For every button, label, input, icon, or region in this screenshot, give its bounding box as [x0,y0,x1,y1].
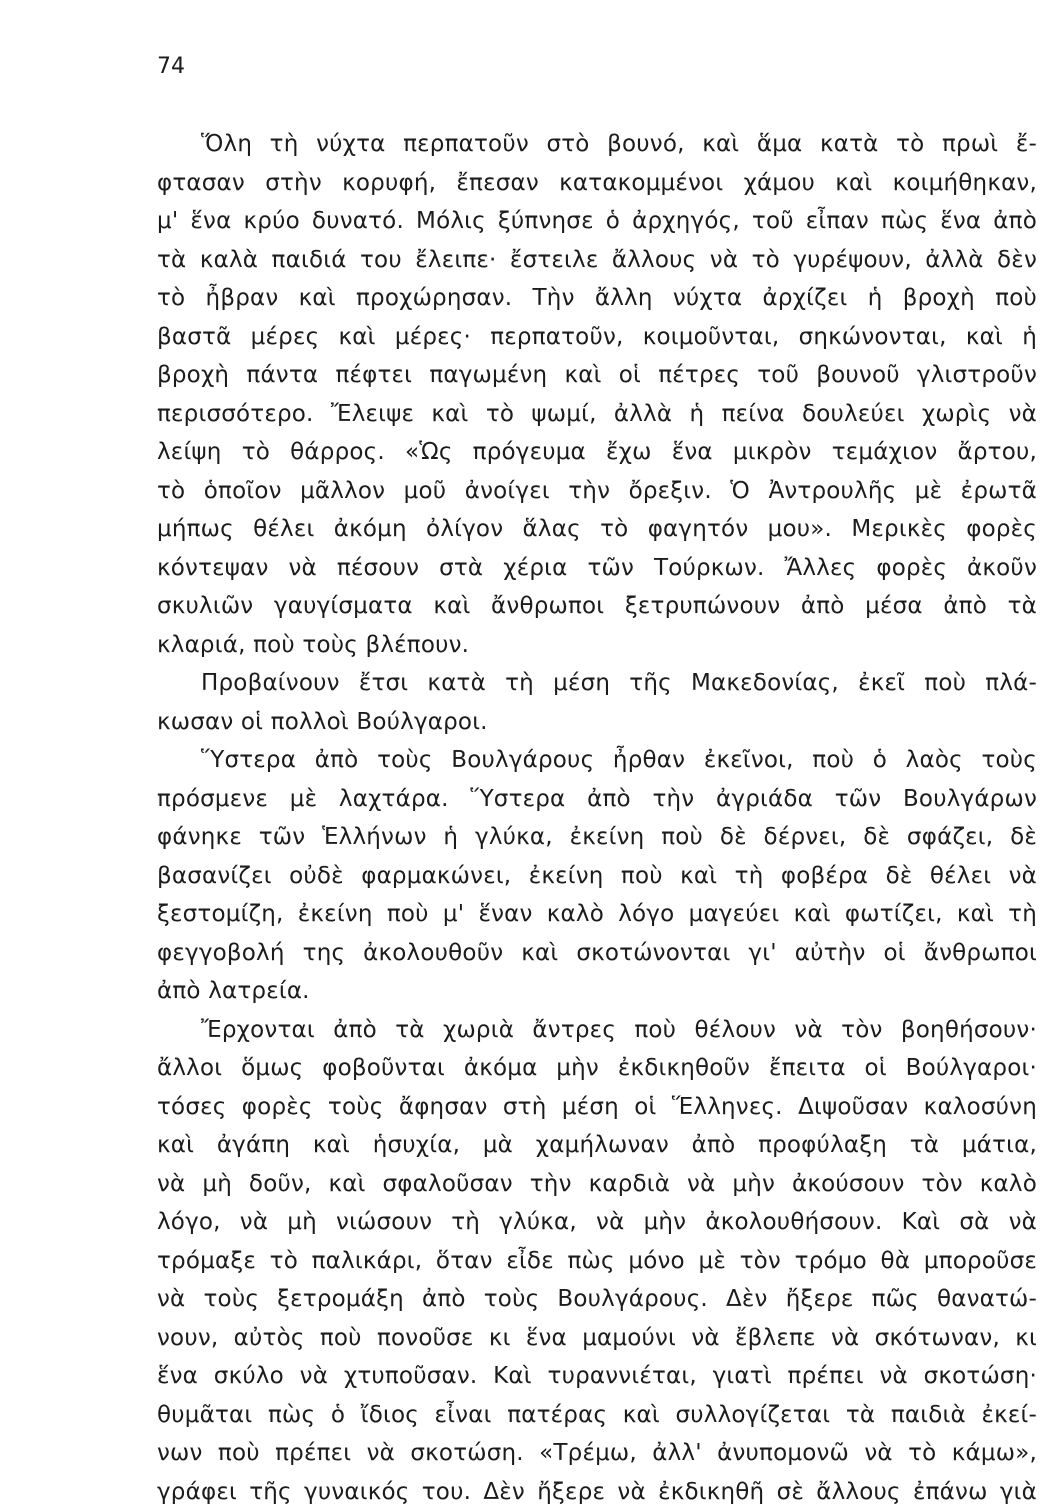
text-line: ἄλλοι ὅμως φοβοῦνται ἀκόμα μὴν ἐκδικηθοῦν ἔπειτα οἱ Βούλγαροι· [157,1049,1037,1088]
text-line: θυμᾶται πὼς ὁ ἴδιος εἶναι πατέρας καὶ συλλογίζεται τὰ παιδιὰ ἐκεί- [157,1396,1037,1435]
paragraph [157,125,1037,664]
text-line: Ὕστερα ἀπὸ τοὺς Βουλγάρους ἦρθαν ἐκεῖνοι, ποὺ ὁ λαὸς τοὺς [157,741,1037,780]
text-line: τρόμαξε τὸ παλικάρι, ὅταν εἶδε πὼς μόνο μὲ τὸν τρόμο θὰ μποροῦσε [157,1242,1037,1281]
text-line: Ἔρχονται ἀπὸ τὰ χωριὰ ἄντρες ποὺ θέλουν νὰ τὸν βοηθήσουν· [157,1011,1037,1050]
paragraph [157,664,1037,741]
text-line: πρόσμενε μὲ λαχτάρα. Ὕστερα ἀπὸ τὴν ἀγριάδα τῶν Βουλγάρων [157,780,1037,819]
text-line: τὸ ὁποῖον μᾶλλον μοῦ ἀνοίγει τὴν ὄρεξιν. Ὁ Ἀντρουλῆς μὲ ἐρωτᾶ [157,472,1037,511]
body-text [157,125,1037,1511]
text-line: σκυλιῶν γαυγίσματα καὶ ἄνθρωποι ξετρυπώνουν ἀπὸ μέσα ἀπὸ τὰ [157,587,1037,626]
text-line: νὰ τοὺς ξετρομάξη ἀπὸ τοὺς Βουλγάρους. Δὲν ἤξερε πῶς θανατώ- [157,1280,1037,1319]
text-line: κλαριά, ποὺ τοὺς βλέπουν. [157,626,1037,665]
text-line: νων ποὺ πρέπει νὰ σκοτώση. «Τρέμω, ἀλλ' ἀνυπομονῶ νὰ τὸ κάμω», [157,1434,1037,1473]
text-line: λόγο, νὰ μὴ νιώσουν τὴ γλύκα, νὰ μὴν ἀκολουθήσουν. Καὶ σὰ νὰ [157,1203,1037,1242]
text-line: Ὅλη τὴ νύχτα περπατοῦν στὸ βουνό, καὶ ἅμα κατὰ τὸ πρωὶ ἔ- [157,125,1037,164]
text-line: φτασαν στὴν κορυφή, ἔπεσαν κατακομμένοι χάμου καὶ κοιμήθηκαν, [157,164,1037,203]
text-line: ξεστομίζη, ἐκείνη ποὺ μ' ἕναν καλὸ λόγο μαγεύει καὶ φωτίζει, καὶ τὴ [157,895,1037,934]
page-number: 74 [157,52,185,82]
text-line: κωσαν οἱ πολλοὶ Βούλγαροι. [157,703,1037,742]
text-line: γράφει τῆς γυναικός του. Δὲν ἤξερε νὰ ἐκδικηθῆ σὲ ἄλλους ἐπάνω γιὰ [157,1473,1037,1511]
text-line: κόντεψαν νὰ πέσουν στὰ χέρια τῶν Τούρκων. Ἄλλες φορὲς ἀκοῦν [157,549,1037,588]
text-line: καὶ ἀγάπη καὶ ἡσυχία, μὰ χαμήλωναν ἀπὸ προφύλαξη τὰ μάτια, [157,1126,1037,1165]
paragraph [157,741,1037,1011]
text-line: Προβαίνουν ἔτσι κατὰ τὴ μέση τῆς Μακεδονίας, ἐκεῖ ποὺ πλά- [157,664,1037,703]
text-line: φεγγοβολή της ἀκολουθοῦν καὶ σκοτώνονται γι' αὐτὴν οἱ ἄνθρωποι [157,934,1037,973]
text-line: τὰ καλὰ παιδιά του ἔλειπε· ἔστειλε ἄλλους νὰ τὸ γυρέψουν, ἀλλὰ δὲν [157,241,1037,280]
text-line: βαστᾶ μέρες καὶ μέρες· περπατοῦν, κοιμοῦνται, σηκώνονται, καὶ ἡ [157,318,1037,357]
text-line: περισσότερο. Ἔλειψε καὶ τὸ ψωμί, ἀλλὰ ἡ πείνα δουλεύει χωρὶς νὰ [157,395,1037,434]
paragraph [157,1011,1037,1511]
text-line: λείψη τὸ θάρρος. «Ὡς πρόγευμα ἔχω ἕνα μικρὸν τεμάχιον ἄρτου, [157,433,1037,472]
text-line: νὰ μὴ δοῦν, καὶ σφαλοῦσαν τὴν καρδιὰ νὰ μὴν ἀκούσουν τὸν καλὸ [157,1165,1037,1204]
text-line: ἕνα σκύλο νὰ χτυποῦσαν. Καὶ τυραννιέται, γιατὶ πρέπει νὰ σκοτώση· [157,1357,1037,1396]
text-line: νουν, αὐτὸς ποὺ πονοῦσε κι ἕνα μαμούνι νὰ ἔβλεπε νὰ σκότωναν, κι [157,1319,1037,1358]
text-line: βροχὴ πάντα πέφτει παγωμένη καὶ οἱ πέτρες τοῦ βουνοῦ γλιστροῦν [157,356,1037,395]
text-line: μ' ἕνα κρύο δυνατό. Μόλις ξύπνησε ὁ ἀρχηγός, τοῦ εἶπαν πὼς ἕνα ἀπὸ [157,202,1037,241]
text-line: μήπως θέλει ἀκόμη ὀλίγον ἅλας τὸ φαγητόν μου». Μερικὲς φορὲς [157,510,1037,549]
text-line: τὸ ἦβραν καὶ προχώρησαν. Τὴν ἄλλη νύχτα ἀρχίζει ἡ βροχὴ ποὺ [157,279,1037,318]
text-line: τόσες φορὲς τοὺς ἄφησαν στὴ μέση οἱ Ἕλληνες. Διψοῦσαν καλοσύνη [157,1088,1037,1127]
text-line: βασανίζει οὐδὲ φαρμακώνει, ἐκείνη ποὺ καὶ τὴ φοβέρα δὲ θέλει νὰ [157,857,1037,896]
text-line: φάνηκε τῶν Ἑλλήνων ἡ γλύκα, ἐκείνη ποὺ δὲ δέρνει, δὲ σφάζει, δὲ [157,818,1037,857]
text-line: ἀπὸ λατρεία. [157,972,1037,1011]
